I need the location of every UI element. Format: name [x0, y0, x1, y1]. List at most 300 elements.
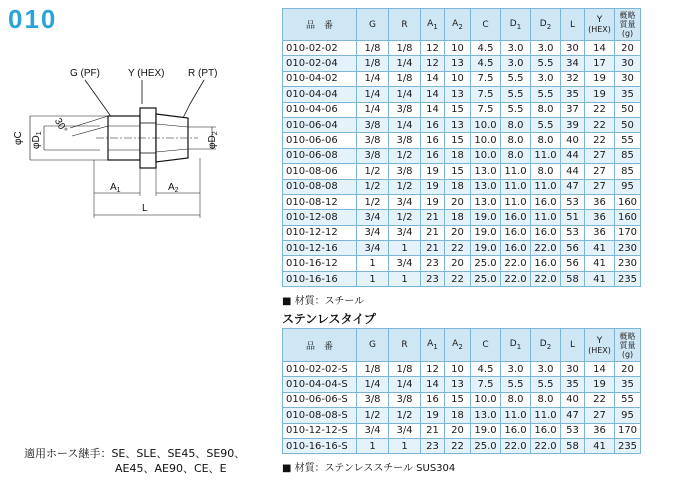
hose-line-2: AE45、AE90、CE、E — [115, 462, 227, 475]
table-cell: 27 — [585, 408, 615, 423]
applicable-hose-fittings — [24, 446, 274, 476]
header-g: G — [357, 329, 389, 362]
table-cell: 1 — [389, 241, 421, 256]
table-cell: 5.5 — [501, 377, 531, 392]
table-cell: 11.0 — [531, 148, 561, 163]
table-cell: 30 — [561, 362, 585, 377]
table-cell: 19.0 — [471, 210, 501, 225]
table-row — [283, 148, 641, 163]
table-cell: 8.0 — [531, 133, 561, 148]
table-cell: 15 — [445, 392, 471, 407]
leader-r — [183, 80, 204, 118]
table-cell: 1/4 — [389, 377, 421, 392]
table-cell: 23 — [421, 256, 445, 271]
header-r: R — [389, 9, 421, 41]
header-a2: $A_2$ — [445, 9, 471, 41]
table-cell: 170 — [615, 423, 641, 438]
table-cell: 1/8 — [389, 362, 421, 377]
table-row — [283, 241, 641, 256]
label-a1: $A_1$ — [110, 182, 121, 194]
header-l: L — [561, 9, 585, 41]
table-cell: 1/2 — [389, 148, 421, 163]
leader-g — [85, 80, 112, 118]
table-cell: 16.0 — [531, 256, 561, 271]
table-cell: 13.0 — [471, 179, 501, 194]
table-cell: 58 — [561, 271, 585, 286]
table-cell: 10.0 — [471, 148, 501, 163]
table-cell: 5.5 — [501, 87, 531, 102]
table-cell: 1 — [389, 271, 421, 286]
table-cell: 11.0 — [501, 194, 531, 209]
part-number-cell: 010-08-08 — [283, 179, 357, 194]
table-cell: 19 — [421, 179, 445, 194]
table-cell: 5.5 — [531, 56, 561, 71]
table-row — [283, 271, 641, 286]
spec-table-stainless — [282, 328, 641, 454]
label-y-hex: Y (HEX) — [128, 68, 165, 79]
header-y: Y (HEX) — [585, 329, 615, 362]
header-a1: $A_1$ — [421, 9, 445, 41]
table-cell: 3/4 — [357, 210, 389, 225]
table-cell: 1/2 — [357, 164, 389, 179]
table-cell: 44 — [561, 164, 585, 179]
table-cell: 160 — [615, 210, 641, 225]
table-cell: 230 — [615, 256, 641, 271]
table-cell: 1/2 — [389, 408, 421, 423]
table-cell: 27 — [585, 179, 615, 194]
table-cell: 25.0 — [471, 438, 501, 453]
table-cell: 19 — [585, 87, 615, 102]
table-cell: 3.0 — [531, 71, 561, 86]
table-cell: 95 — [615, 408, 641, 423]
part-number-cell: 010-06-08 — [283, 148, 357, 163]
label-r-pt: R (PT) — [188, 68, 218, 79]
table-cell: 13 — [445, 87, 471, 102]
table-cell: 7.5 — [471, 87, 501, 102]
table-cell: 1 — [357, 271, 389, 286]
table-cell: 12 — [421, 56, 445, 71]
table-cell: 16.0 — [531, 194, 561, 209]
part-number-cell: 010-16-16 — [283, 271, 357, 286]
table-cell: 30 — [615, 56, 641, 71]
table-cell: 15 — [445, 164, 471, 179]
table-cell: 1/4 — [357, 377, 389, 392]
table-cell: 40 — [561, 133, 585, 148]
part-number-cell: 010-08-12 — [283, 194, 357, 209]
table-cell: 50 — [615, 117, 641, 132]
label-phi-d2: $\varphi D_2$ — [207, 131, 219, 149]
table-row — [283, 133, 641, 148]
table-cell: 22.0 — [531, 241, 561, 256]
table-cell: 8.0 — [501, 148, 531, 163]
table-cell: 53 — [561, 225, 585, 240]
table-cell: 16.0 — [501, 225, 531, 240]
table-row — [283, 41, 641, 56]
table-cell: 32 — [561, 71, 585, 86]
table-cell: 16 — [421, 148, 445, 163]
part-number-cell: 010-06-06 — [283, 133, 357, 148]
table-cell: 4.5 — [471, 362, 501, 377]
table-cell: 20 — [445, 194, 471, 209]
table-row — [283, 102, 641, 117]
table-cell: 3.0 — [501, 56, 531, 71]
table-cell: 25.0 — [471, 271, 501, 286]
header-c: C — [471, 9, 501, 41]
label-a2: $A_2$ — [168, 182, 179, 194]
label-phi-d1: $\varphi D_1$ — [31, 131, 43, 149]
table-cell: 11.0 — [531, 179, 561, 194]
table-cell: 3/4 — [389, 194, 421, 209]
table-cell: 10 — [445, 362, 471, 377]
table-row — [283, 179, 641, 194]
table-row — [283, 56, 641, 71]
table-cell: 1/2 — [389, 179, 421, 194]
table-cell: 22.0 — [501, 271, 531, 286]
table-cell: 1/8 — [357, 56, 389, 71]
table-cell: 1/2 — [389, 210, 421, 225]
table-cell: 56 — [561, 241, 585, 256]
label-angle: 30° — [51, 116, 70, 136]
table-cell: 41 — [585, 241, 615, 256]
part-number-cell: 010-12-12-S — [283, 423, 357, 438]
table-cell: 235 — [615, 438, 641, 453]
table-cell: 3.0 — [501, 41, 531, 56]
table-cell: 11.0 — [501, 408, 531, 423]
table-cell: 55 — [615, 392, 641, 407]
table-cell: 8.0 — [531, 392, 561, 407]
table-cell: 230 — [615, 241, 641, 256]
table-cell: 53 — [561, 194, 585, 209]
table-cell: 20 — [445, 225, 471, 240]
table-cell: 17 — [585, 56, 615, 71]
table-cell: 85 — [615, 148, 641, 163]
table-cell: 1/2 — [357, 408, 389, 423]
table-cell: 160 — [615, 194, 641, 209]
table-row — [283, 392, 641, 407]
table-cell: 36 — [585, 210, 615, 225]
table-cell: 36 — [585, 423, 615, 438]
table-cell: 21 — [421, 423, 445, 438]
table-cell: 16.0 — [531, 423, 561, 438]
table-cell: 44 — [561, 148, 585, 163]
table-cell: 16.0 — [501, 241, 531, 256]
table-cell: 13 — [445, 117, 471, 132]
table-row — [283, 117, 641, 132]
table-cell: 11.0 — [531, 408, 561, 423]
table-cell: 170 — [615, 225, 641, 240]
table-cell: 3.0 — [531, 362, 561, 377]
table-cell: 3/4 — [389, 256, 421, 271]
table-cell: 1/2 — [357, 179, 389, 194]
table-cell: 5.5 — [501, 71, 531, 86]
table-cell: 14 — [421, 102, 445, 117]
header-mass: 概略 質量 (g) — [615, 329, 641, 362]
table-row — [283, 225, 641, 240]
table-cell: 4.5 — [471, 41, 501, 56]
table-cell: 3/8 — [389, 392, 421, 407]
table-cell: 19.0 — [471, 241, 501, 256]
part-number-cell: 010-04-04-S — [283, 377, 357, 392]
table-cell: 55 — [615, 133, 641, 148]
table-cell: 1/8 — [357, 362, 389, 377]
table-cell: 11.0 — [501, 164, 531, 179]
table-row — [283, 377, 641, 392]
table-cell: 22.0 — [501, 256, 531, 271]
table-cell: 20 — [615, 362, 641, 377]
table-cell: 12 — [421, 41, 445, 56]
table-cell: 21 — [421, 210, 445, 225]
table-cell: 14 — [421, 377, 445, 392]
table-cell: 1 — [389, 438, 421, 453]
table-cell: 35 — [561, 87, 585, 102]
table-cell: 4.5 — [471, 56, 501, 71]
page-title: 010 — [8, 4, 58, 34]
table-cell: 19 — [421, 194, 445, 209]
header-part: 品 番 — [283, 329, 357, 362]
table-cell: 85 — [615, 164, 641, 179]
table-cell: 14 — [421, 71, 445, 86]
table-cell: 16.0 — [501, 210, 531, 225]
table-cell: 1/4 — [357, 87, 389, 102]
table-cell: 13.0 — [471, 194, 501, 209]
table-cell: 14 — [421, 87, 445, 102]
table-cell: 10 — [445, 41, 471, 56]
table-cell: 10.0 — [471, 117, 501, 132]
table-cell: 10.0 — [471, 133, 501, 148]
table-cell: 5.5 — [501, 102, 531, 117]
table-cell: 41 — [585, 256, 615, 271]
part-number-cell: 010-12-08 — [283, 210, 357, 225]
header-y: Y (HEX) — [585, 9, 615, 41]
table-cell: 25.0 — [471, 256, 501, 271]
table-cell: 23 — [421, 438, 445, 453]
table-cell: 36 — [585, 225, 615, 240]
table-cell: 3/8 — [389, 164, 421, 179]
table-cell: 35 — [615, 87, 641, 102]
table-cell: 1/8 — [357, 41, 389, 56]
table-cell: 16 — [421, 117, 445, 132]
table-cell: 7.5 — [471, 102, 501, 117]
header-mass: 概略 質量 (g) — [615, 9, 641, 41]
table-cell: 37 — [561, 102, 585, 117]
table-cell: 1 — [357, 438, 389, 453]
table-cell: 27 — [585, 164, 615, 179]
table-cell: 1 — [357, 256, 389, 271]
fitting-drawing — [0, 60, 280, 240]
table-cell: 1/4 — [389, 117, 421, 132]
table-cell: 3/8 — [357, 133, 389, 148]
table-cell: 1/8 — [389, 41, 421, 56]
part-number-cell: 010-04-02 — [283, 71, 357, 86]
table-cell: 21 — [421, 225, 445, 240]
table-cell: 39 — [561, 117, 585, 132]
table-cell: 22 — [445, 271, 471, 286]
table-cell: 23 — [421, 271, 445, 286]
table-cell: 14 — [585, 362, 615, 377]
table-cell: 3/4 — [389, 225, 421, 240]
table-cell: 1/2 — [357, 194, 389, 209]
table-cell: 19 — [585, 71, 615, 86]
table-cell: 1/4 — [389, 87, 421, 102]
table-cell: 34 — [561, 56, 585, 71]
table-row — [283, 362, 641, 377]
table-cell: 1/4 — [357, 71, 389, 86]
part-number-cell: 010-08-06 — [283, 164, 357, 179]
table-cell: 8.0 — [501, 392, 531, 407]
table-cell: 7.5 — [471, 71, 501, 86]
table-row — [283, 71, 641, 86]
table-cell: 8.0 — [501, 133, 531, 148]
header-d2: $D_2$ — [531, 329, 561, 362]
table-cell: 19 — [585, 377, 615, 392]
table-cell: 7.5 — [471, 377, 501, 392]
table-cell: 3/4 — [357, 225, 389, 240]
table-cell: 3.0 — [531, 41, 561, 56]
table-cell: 18 — [445, 179, 471, 194]
part-number-cell: 010-04-04 — [283, 87, 357, 102]
table-row — [283, 438, 641, 453]
table-cell: 58 — [561, 438, 585, 453]
part-number-cell: 010-04-06 — [283, 102, 357, 117]
table-cell: 40 — [561, 392, 585, 407]
table-cell: 36 — [585, 194, 615, 209]
part-number-cell: 010-06-06-S — [283, 392, 357, 407]
table-row — [283, 408, 641, 423]
table-cell: 10 — [445, 71, 471, 86]
table-cell: 22 — [445, 438, 471, 453]
table-cell: 1/4 — [389, 56, 421, 71]
table-cell: 35 — [561, 377, 585, 392]
header-l: L — [561, 329, 585, 362]
hose-line-1: 適用ホース継手：SE、SLE、SE45、SE90、 — [24, 447, 246, 460]
table-cell: 20 — [615, 41, 641, 56]
header-part: 品 番 — [283, 9, 357, 41]
table-cell: 22 — [585, 117, 615, 132]
table-cell: 16.0 — [501, 423, 531, 438]
table-row — [283, 256, 641, 271]
header-g: G — [357, 9, 389, 41]
header-a2: $A_2$ — [445, 329, 471, 362]
table-cell: 35 — [615, 377, 641, 392]
table-cell: 47 — [561, 179, 585, 194]
table-cell: 3/4 — [357, 423, 389, 438]
table-cell: 3/4 — [357, 241, 389, 256]
material-note-stainless: ■ 材質：ステンレススチール SUS304 — [282, 463, 456, 474]
table-cell: 27 — [585, 148, 615, 163]
table-cell: 14 — [585, 41, 615, 56]
table-cell: 22 — [585, 392, 615, 407]
table-cell: 22 — [445, 241, 471, 256]
header-row — [283, 329, 641, 362]
table-row — [283, 164, 641, 179]
table-cell: 11.0 — [531, 210, 561, 225]
part-number-cell: 010-16-12 — [283, 256, 357, 271]
table-cell: 18 — [445, 408, 471, 423]
part-number-cell: 010-12-12 — [283, 225, 357, 240]
table-cell: 16 — [421, 133, 445, 148]
table-cell: 47 — [561, 408, 585, 423]
material-note-steel: ■ 材質：スチール — [282, 296, 365, 307]
table-cell: 16 — [421, 392, 445, 407]
header-d2: $D_2$ — [531, 9, 561, 41]
table-cell: 30 — [615, 71, 641, 86]
table-cell: 41 — [585, 438, 615, 453]
table-cell: 5.5 — [531, 87, 561, 102]
part-number-cell: 010-06-04 — [283, 117, 357, 132]
table-cell: 41 — [585, 271, 615, 286]
table-cell: 8.0 — [531, 102, 561, 117]
part-number-cell: 010-08-08-S — [283, 408, 357, 423]
header-row — [283, 9, 641, 41]
table-cell: 3/8 — [357, 117, 389, 132]
table-cell: 51 — [561, 210, 585, 225]
section-title-stainless: ステンレスタイプ — [282, 312, 376, 326]
part-number-cell: 010-16-16-S — [283, 438, 357, 453]
part-number-cell: 010-02-04 — [283, 56, 357, 71]
table-cell: 18 — [445, 148, 471, 163]
part-number-cell: 010-02-02-S — [283, 362, 357, 377]
part-number-cell: 010-02-02 — [283, 41, 357, 56]
label-l: L — [142, 203, 148, 214]
table-cell: 53 — [561, 423, 585, 438]
header-c: C — [471, 329, 501, 362]
label-phi-c: φC — [13, 131, 24, 145]
table-cell: 22 — [585, 102, 615, 117]
table-row — [283, 87, 641, 102]
table-cell: 3.0 — [501, 362, 531, 377]
table-cell: 1/4 — [357, 102, 389, 117]
table1-body — [283, 41, 641, 287]
table-row — [283, 194, 641, 209]
spec-table-steel — [282, 8, 641, 287]
table-cell: 16.0 — [531, 225, 561, 240]
table-cell: 20 — [445, 423, 471, 438]
table-cell: 22.0 — [501, 438, 531, 453]
table2-body — [283, 362, 641, 454]
table-cell: 15 — [445, 102, 471, 117]
table-cell: 95 — [615, 179, 641, 194]
table-cell: 13 — [445, 377, 471, 392]
table-cell: 8.0 — [501, 117, 531, 132]
table-cell: 3/8 — [357, 148, 389, 163]
table-cell: 19.0 — [471, 423, 501, 438]
table-cell: 5.5 — [531, 117, 561, 132]
table-cell: 235 — [615, 271, 641, 286]
table-cell: 13 — [445, 56, 471, 71]
table-cell: 19 — [421, 164, 445, 179]
table-cell: 30 — [561, 41, 585, 56]
table-row — [283, 210, 641, 225]
table-cell: 3/8 — [389, 133, 421, 148]
table-cell: 13.0 — [471, 408, 501, 423]
header-r: R — [389, 329, 421, 362]
table-cell: 1/8 — [389, 71, 421, 86]
header-d1: $D_1$ — [501, 9, 531, 41]
label-g-pf: G (PF) — [70, 68, 100, 79]
table-cell: 19.0 — [471, 225, 501, 240]
table-cell: 15 — [445, 133, 471, 148]
table-row — [283, 423, 641, 438]
table-cell: 56 — [561, 256, 585, 271]
table-cell: 22.0 — [531, 271, 561, 286]
table-cell: 20 — [445, 256, 471, 271]
table-cell: 21 — [421, 241, 445, 256]
header-d1: $D_1$ — [501, 329, 531, 362]
table-cell: 12 — [421, 362, 445, 377]
part-number-cell: 010-12-16 — [283, 241, 357, 256]
table-cell: 19 — [421, 408, 445, 423]
table-cell: 22.0 — [531, 438, 561, 453]
